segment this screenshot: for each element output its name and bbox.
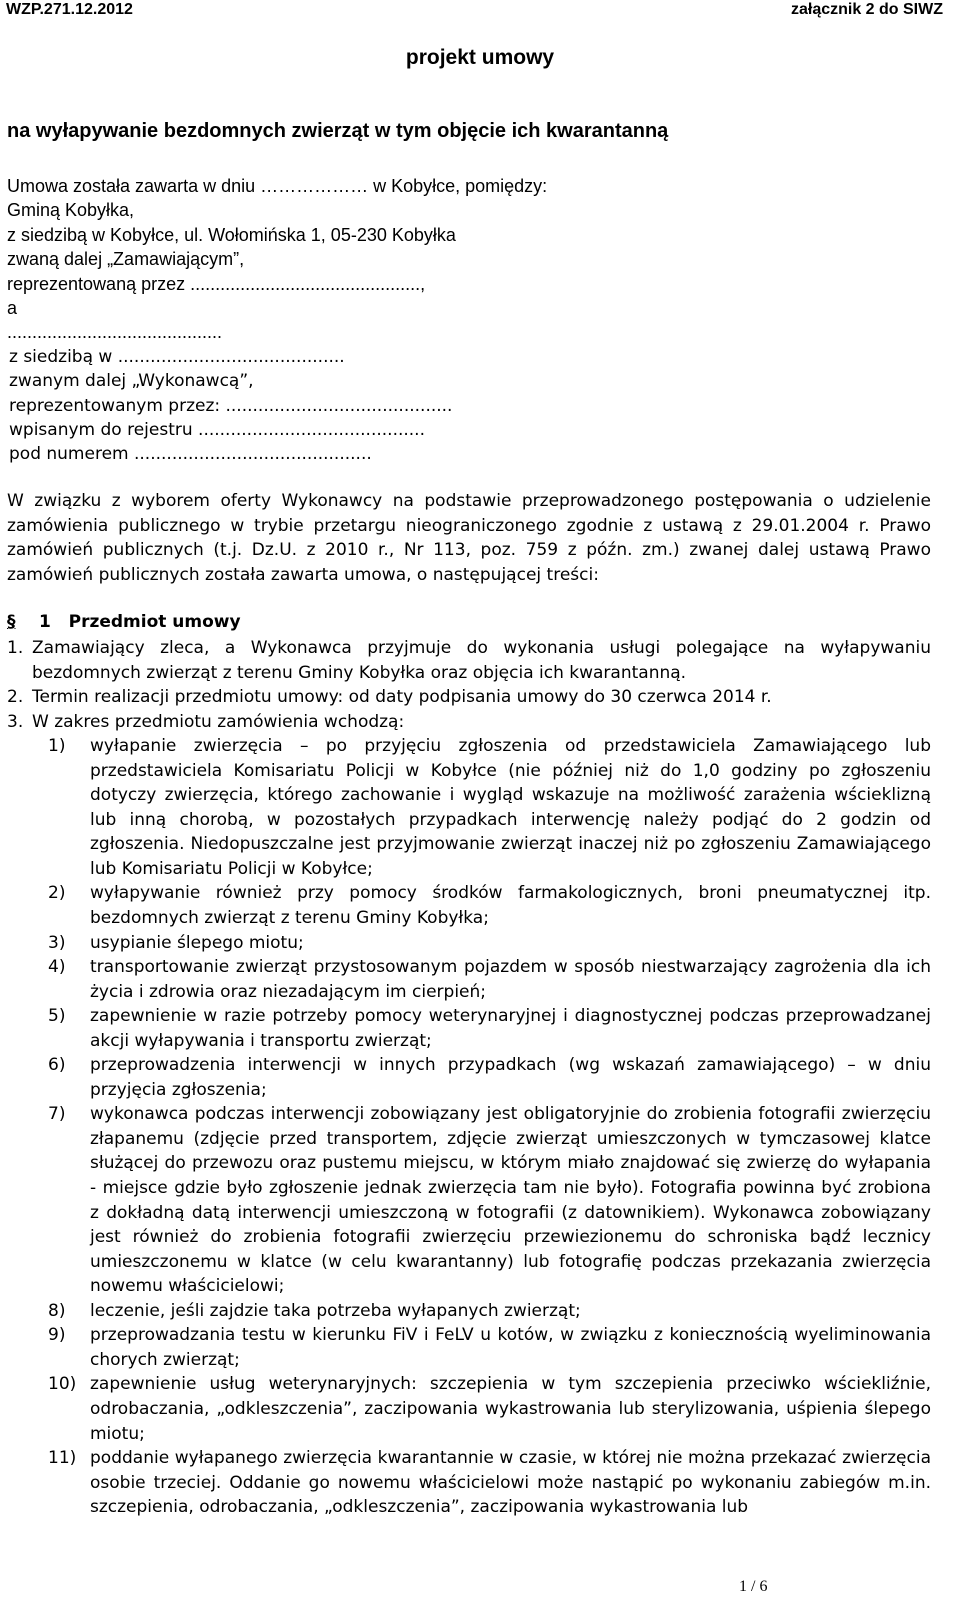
sub-item-number: 1) [48,736,66,757]
intro-line: Gminą Kobyłka, [7,200,135,221]
intro-line: a [7,297,18,318]
sub-item-number: 11) [48,1448,77,1469]
sub-item-number: 4) [48,957,66,978]
sub-item [7,1372,931,1446]
sub-item [7,1053,931,1102]
intro-line: z siedzibą w .......................................... [9,346,345,367]
sub-item-text: zapewnienie w razie potrzeby pomocy weterynaryjnej i diagnostycznej podczas przeprowadzanej akcji wyłapywania i transportu zwierząt; [90,1006,931,1051]
item-text: Termin realizacji przedmiotu umowy: od daty podpisania umowy do 30 czerwca 2014 r. [32,687,772,708]
sub-item-text: zapewnienie usług weterynaryjnych: szczepienia w tym szczepienia przeciwko wściekliźnie, odrobaczania, „odkleszczenia”, zaczipowania wykastrowania lub sterylizowania, uśpienia ślepego miotu; [90,1374,931,1444]
page-header [0,0,960,22]
sub-item-number: 3) [48,932,66,953]
intro-line: pod numerem ............................................ [9,444,372,465]
item-text: W zakres przedmiotu zamówienia wchodzą: [32,711,405,732]
item-number: 1. [7,638,24,658]
intro-line: ........................................... [7,322,223,343]
numbered-item [7,710,931,735]
sub-item-number: 6) [48,1055,66,1076]
section-heading [7,612,241,632]
sub-item [7,1299,931,1324]
parties-block [7,174,937,467]
document-title: projekt umowy [405,46,555,69]
document-subtitle: na wyłapywanie bezdomnych zwierząt w tym objęcie ich kwarantanną [7,120,669,142]
sub-item-text: przeprowadzenia interwencji w innych przypadkach (wg wskazań zamawiającego) – w dniu przyjęcia zgłoszenia; [90,1055,931,1100]
section-number: 1 [39,612,51,632]
sub-item-text: leczenie, jeśli zajdzie taka potrzeba wyłapanych zwierząt; [90,1300,581,1321]
sub-item [7,1446,931,1520]
sub-item-number: 5) [48,1006,66,1027]
intro-line: reprezentowanym przez: .......................................... [9,395,453,416]
sub-item [7,931,931,956]
intro-line: wpisanym do rejestru .......................................... [9,419,425,440]
section-sign: § [7,612,16,632]
numbered-item [7,685,931,710]
numbered-item [7,636,931,685]
section-title: Przedmiot umowy [68,612,241,632]
sub-item-number: 9) [48,1325,66,1346]
item-number: 3. [7,711,24,732]
section-body [7,636,931,1520]
sub-item-text: transportowanie zwierząt przystosowanym pojazdem w sposób niestwarzający zagrożenia dla ich życia i zdrowia oraz niezadającym im cierpień; [90,957,931,1002]
sub-item-text: wykonawca podczas interwencji zobowiązany jest obligatoryjnie do zrobienia fotografii zwierzęciu złapanemu (zdjęcie przed transportem, zdjęcie zwierząt umieszczonych w tymczasowej klatce służącej do przewozu oraz pustemu miejscu, w którym miało znajdować się zwierzę do wyłapania - miejsce gdzie było zgłoszenie jednak zwierzęcia tam nie było). Fotografia powinna być zrobiona z dokładną datą interwencji umieszczoną w fotografii (z datownikiem). Wykonawca zobowiązany jest również do zrobienia fotografii zwierzęciu przewiezionemu do schroniska bądź lecznicy umieszczonemu w klatce (w celu kwarantanny) lub fotografię podczas przekazania zwierzęcia nowemu właścicielowi; [90,1104,931,1297]
sub-item [7,955,931,1004]
sub-item-text: wyłapywanie również przy pomocy środków farmakologicznych, broni pneumatycznej itp. bezdomnych zwierząt z terenu Gminy Kobyłka; [90,883,931,929]
page-number: 1 / 6 [739,1578,768,1595]
sub-item-text: wyłapanie zwierzęcia – po przyjęciu zgłoszenia od przedstawiciela Zamawiającego lub przedstawiciela Komisariatu Policji w Kobyłce (nie później niż do 1,0 godziny po zgłoszeniu dotyczy zwierzęcia, którego zachowanie i wygląd wskazuje na możliwość zarażenia wścieklizną lub inną chorobą, w pozostałych przypadkach interwencję należy podjąć do 2 godzin od zgłoszenia. Niedopuszczalne jest przyjmowanie zwierząt inaczej niż po zgłoszeniu Zamawiającego lub Komisariatu Policji w Kobyłce; [90,736,931,879]
intro-line: zwaną dalej „Zamawiającym”, [7,249,245,270]
sub-item [7,734,931,881]
sub-item-text: przeprowadzania testu w kierunku FiV i FeLV u kotów, w związku z koniecznością wyeliminowania chorych zwierząt; [90,1325,931,1370]
sub-item-number: 8) [48,1300,66,1321]
attachment-label: załącznik 2 do SIWZ [790,1,943,18]
sub-item-number: 10) [48,1374,77,1395]
sub-item [7,1004,931,1053]
intro-line: zwanym dalej „Wykonawcą”, [9,371,254,392]
sub-item [7,1323,931,1372]
item-number: 2. [7,687,24,708]
intro-line: z siedzibą w Kobyłce, ul. Wołomińska 1, 05-230 Kobyłka [7,224,456,245]
sub-item [7,881,931,930]
sub-item [7,1102,931,1298]
intro-line: Umowa została zawarta w dniu ……………… w Kobyłce, pomiędzy: [7,176,548,196]
sub-item-text: poddanie wyłapanego zwierzęcia kwarantannie w czasie, w której nie można przekazać zwierzęcia osobie trzeciej. Oddanie go nowemu właścicielowi może nastąpić po wykonaniu zabiegów m.in. szczepienia, odrobaczania, „odkleszczenia”, zaczipowania wykastrowania lub [90,1448,931,1518]
intro-line: reprezentowaną przez .............................................., [7,273,426,294]
sub-item-number: 7) [48,1104,66,1125]
item-text: Zamawiający zleca, a Wykonawca przyjmuje do wykonania usługi polegające na wyłapywaniu bezdomnych zwierząt z terenu Gminy Kobyłka oraz objęcia ich kwarantanną. [32,638,931,683]
reference-number: WZP.271.12.2012 [6,1,133,18]
sub-item-number: 2) [48,883,66,904]
sub-item-text: usypianie ślepego miotu; [90,932,304,953]
preamble-paragraph: W związku z wyborem oferty Wykonawcy na podstawie przeprowadzonego postępowania o udzielenie zamówienia publicznego w trybie przetargu nieograniczonego zgodnie z ustawą z 29.01.2004 r. Prawo zamówień publicznych (t.j. Dz.U. z 2010 r., Nr 113, poz. 759 z późn. zm.) zwanej dalej ustawą Prawo zamówień publicznych została zawarta umowa, o następującej treści: [7,491,931,585]
